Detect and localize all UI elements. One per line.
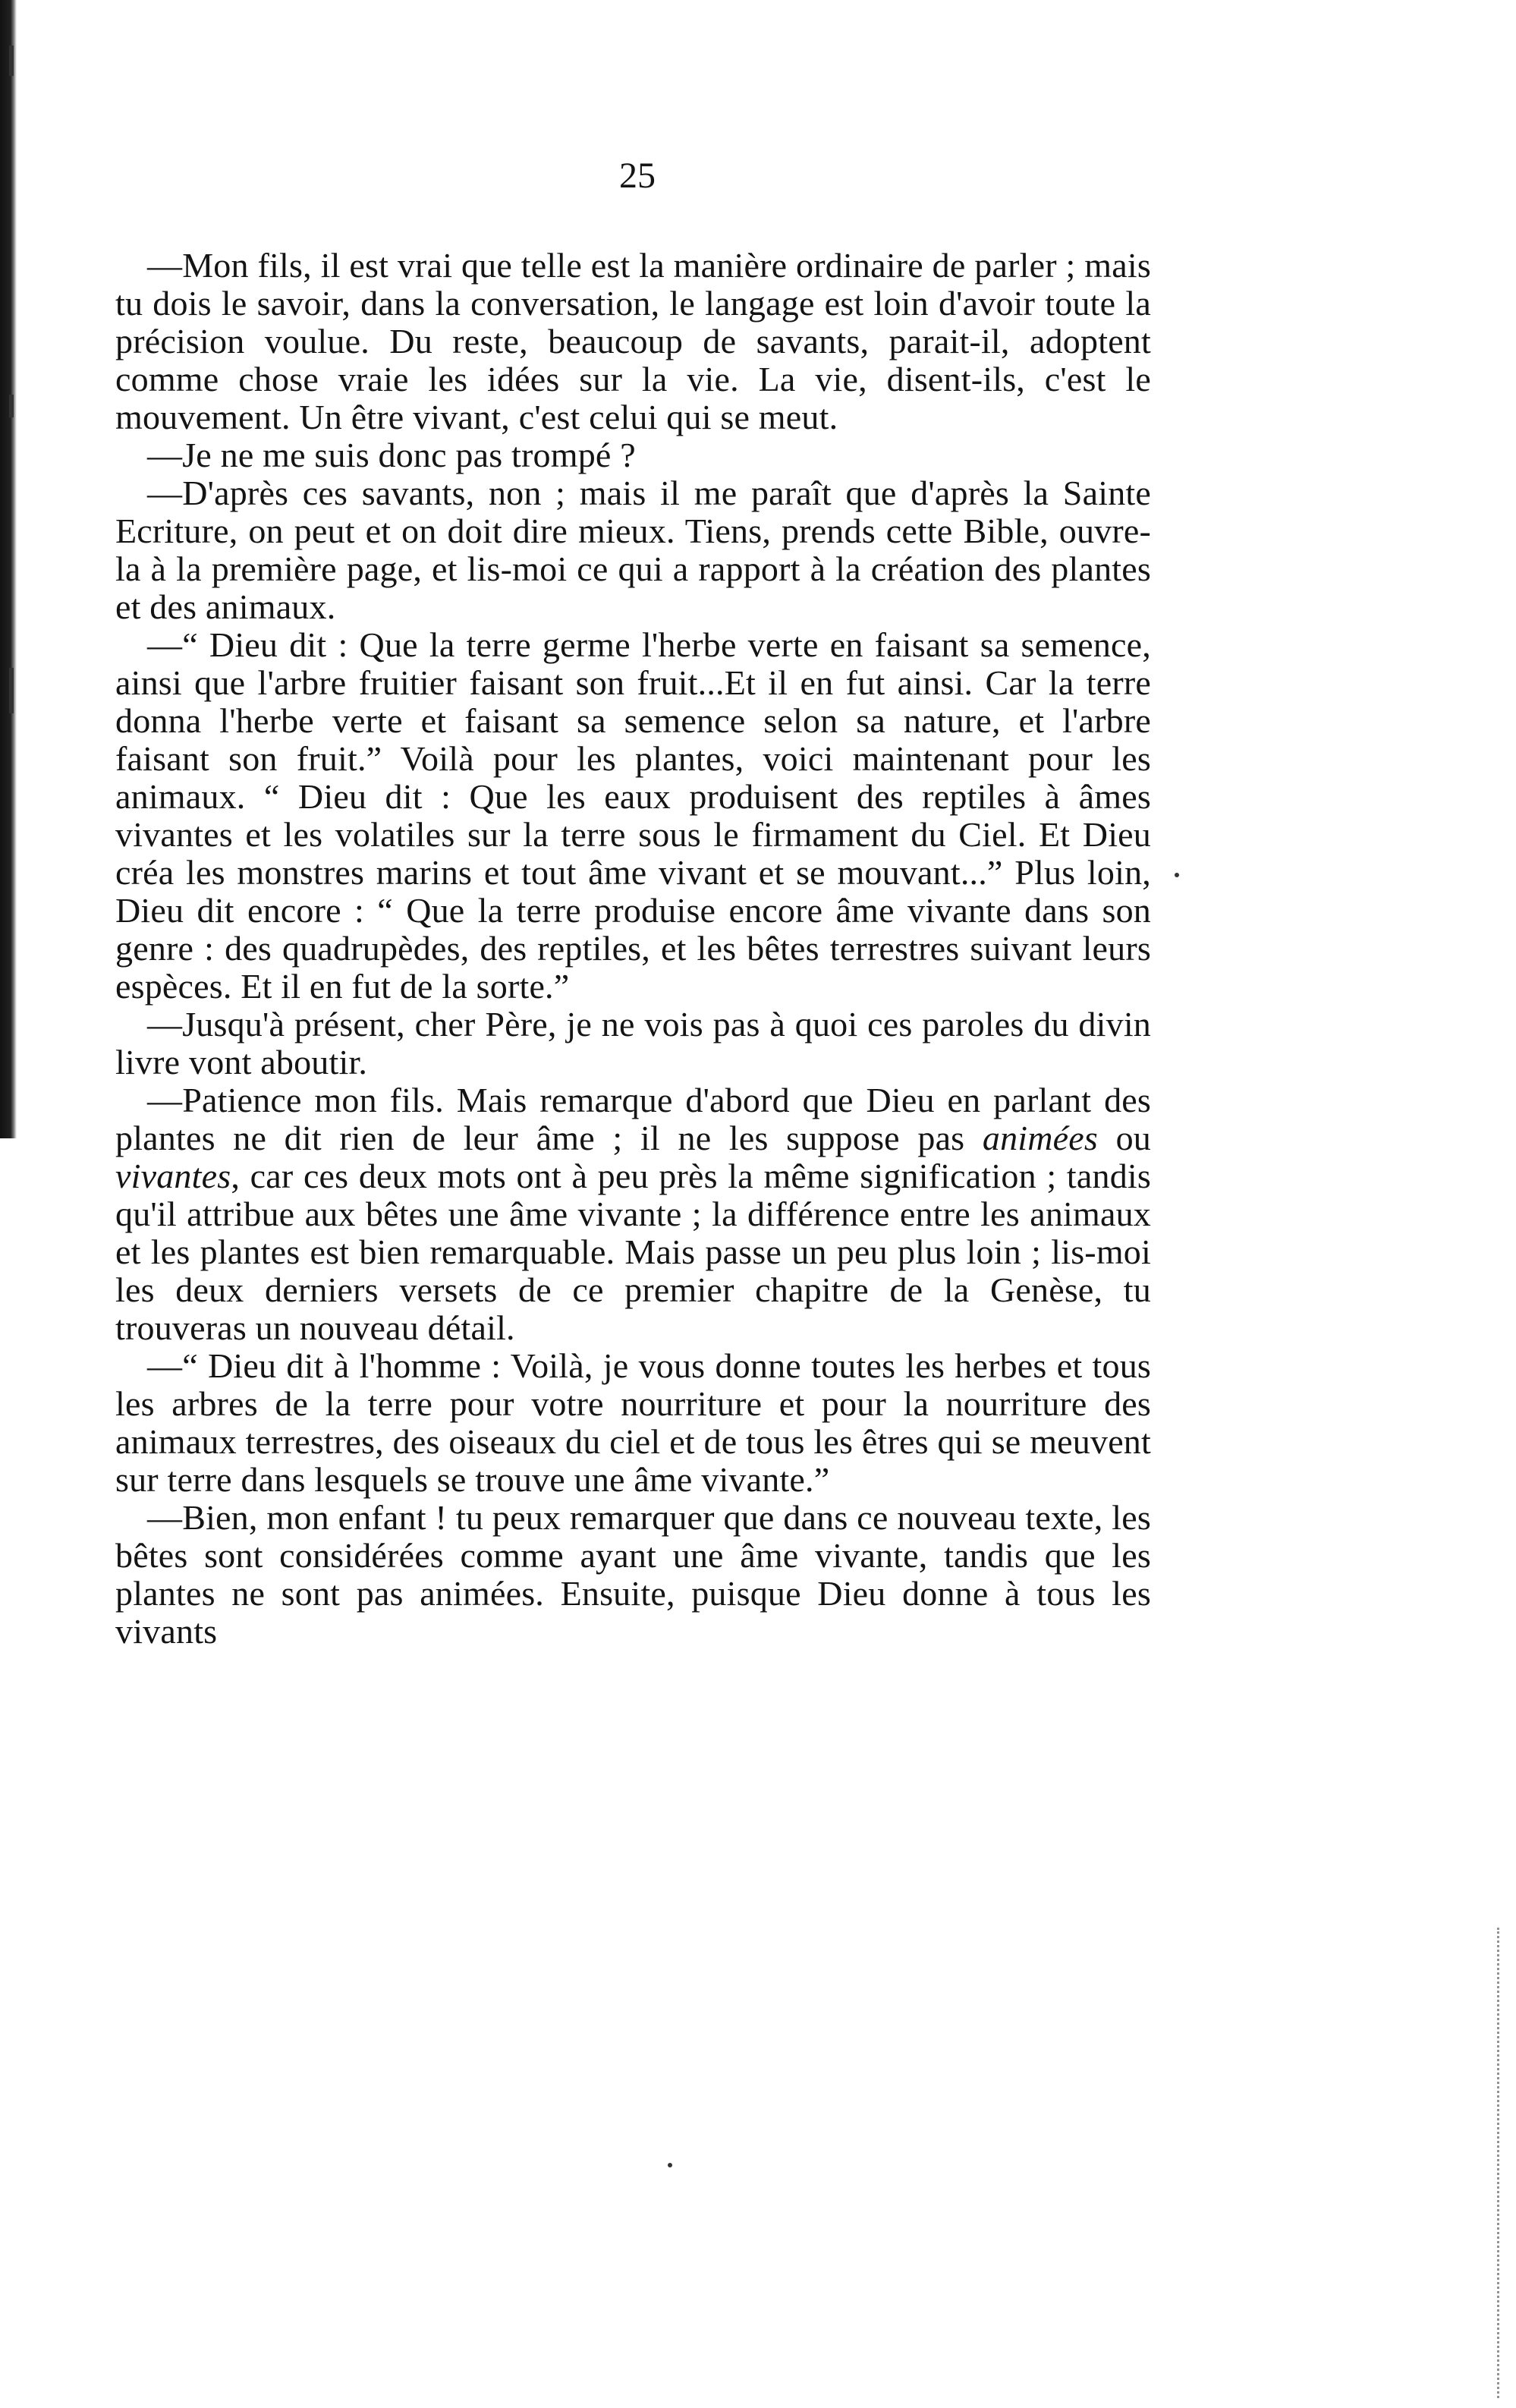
paragraph: —Mon fils, il est vrai que telle est la manière ordinaire de parler ; mais tu dois le savoir, dans la conversation, le langage est loin d'avoir toute la précision voulue. Du reste, beaucoup de savants, parait-il, adoptent comme chose vraie les idées sur la vie. La vie, disent-ils, c'est le mouvement. Un être vivant, c'est celui qui se meut. (115, 246, 1151, 436)
paragraph: —Jusqu'à présent, cher Père, je ne vois pas à quoi ces paroles du divin livre vont aboutir. (115, 1005, 1151, 1081)
ink-speck (1175, 873, 1179, 877)
page-edge-tick (9, 46, 14, 76)
paragraph: —Bien, mon enfant ! tu peux remarquer que dans ce nouveau texte, les bêtes sont considérées comme ayant une âme vivante, tandis que les plantes ne sont pas animées. Ensuite, puisque Dieu donne à tous les vivants (115, 1498, 1151, 1651)
paragraph-text: —Patience mon fils. Mais remarque d'abord que Dieu en parlant des plantes ne dit rien de leur âme ; il ne les suppose pas (115, 1081, 1151, 1157)
paragraph: —“ Dieu dit à l'homme : Voilà, je vous donne toutes les herbes et tous les arbres de la terre pour votre nourriture et pour la nourriture des animaux terrestres, des oiseaux du ciel et de tous les êtres qui se meuvent sur terre dans lesquels se trouve une âme vivante.” (115, 1346, 1151, 1499)
italic-word: vivantes (115, 1157, 231, 1195)
paragraph: —D'après ces savants, non ; mais il me paraît que d'après la Sainte Ecriture, on peut et on doit dire mieux. Tiens, prends cette Bible, ouvre-la à la première page, et lis-moi ce qui a rapport à la création des plantes et des animaux. (115, 474, 1151, 626)
page-number: 25 (619, 156, 656, 196)
paragraph: —“ Dieu dit : Que la terre germe l'herbe verte en faisant sa semence, ainsi que l'arbre fruitier faisant son fruit...Et il en fut ainsi. Car la terre donna l'herbe verte et faisant sa semence selon sa nature, et l'arbre faisant son fruit.” Voilà pour les plantes, voici maintenant pour les animaux. “ Dieu dit : Que les eaux produisent des reptiles à âmes vivantes et les volatiles sur la terre sous le firmament du Ciel. Et Dieu créa les monstres marins et tout âme vivant et se mouvant...” Plus loin, Dieu dit encore : “ Que la terre produise encore âme vivante dans son genre : des quadrupèdes, des reptiles, et les bêtes terrestres suivant leurs espèces. Et il en fut de la sorte.” (115, 625, 1151, 1006)
ink-speck (668, 2163, 672, 2167)
paragraph-text: , car ces deux mots ont à peu près la même signification ; tandis qu'il attribue aux bêtes une âme vivante ; la différence entre les animaux et les plantes est bien remarquable. Mais passe un peu plus loin ; lis-moi les deux derniers versets de ce premier chapitre de la Genèse, tu trouveras un nouveau détail. (115, 1157, 1151, 1347)
page-edge-tick (9, 668, 14, 713)
paragraph-text: ou (1098, 1119, 1151, 1157)
paragraph (115, 1081, 1151, 1347)
paragraph: —Je ne me suis donc pas trompé ? (147, 436, 636, 474)
page-edge-tick (9, 395, 14, 417)
body-text (115, 247, 1151, 1651)
page-right-edge-marks (1497, 1928, 1505, 2398)
italic-word: animées (982, 1119, 1099, 1157)
